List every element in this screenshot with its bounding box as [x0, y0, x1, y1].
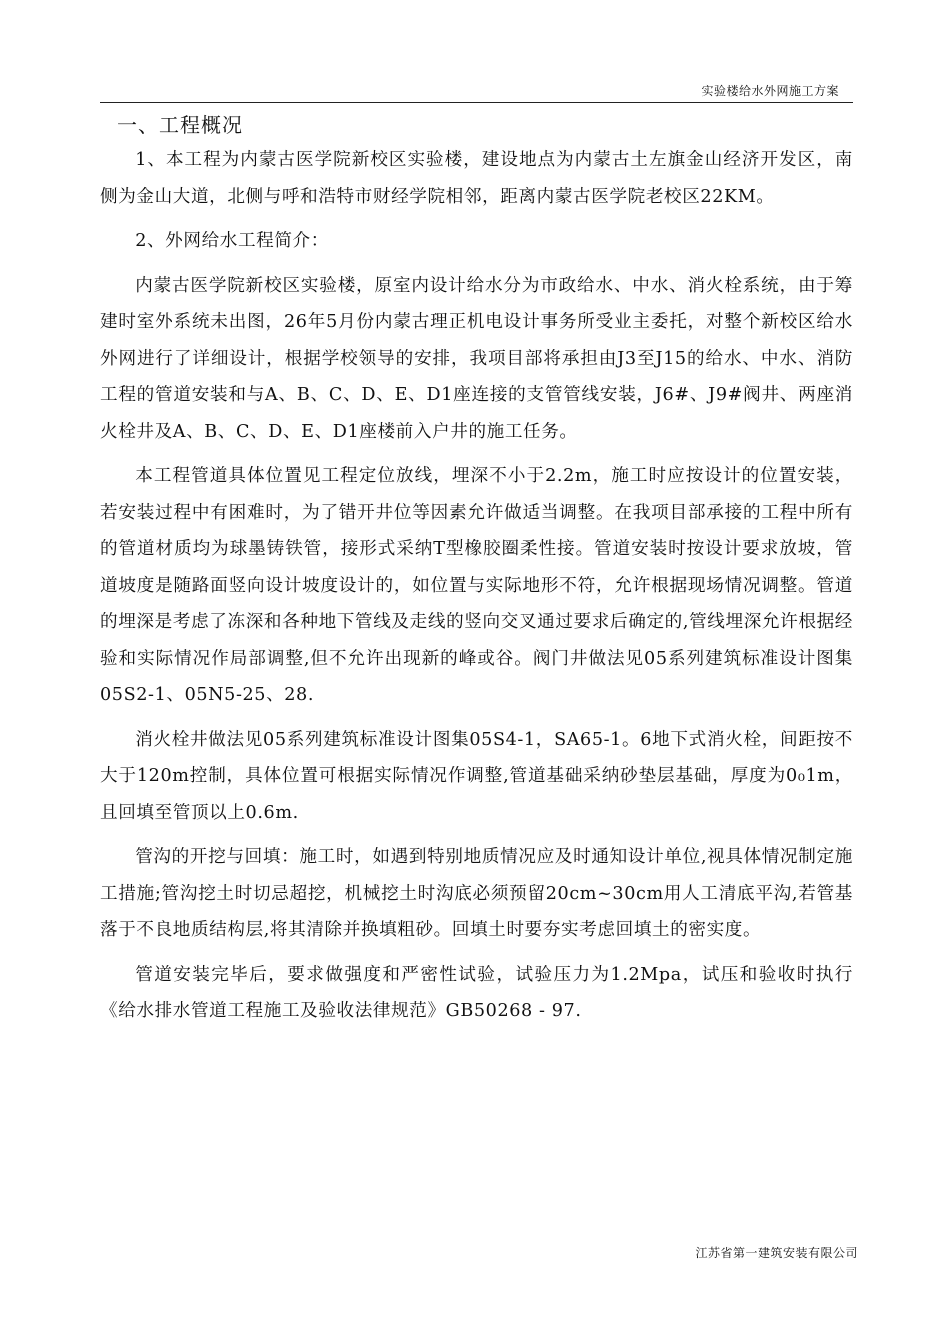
paragraph-fire-hydrant: 消火栓井做法见05系列建筑标准设计图集05S4-1，SA65-1。6地下式消火栓，间距按不大于120m控制，具体位置可根据实际情况作调整,管道基础采纳砂垫层基础，厚度为0₀1m，且回填至管顶以上0.6m.: [100, 729, 853, 823]
paragraph-subtitle: 2、外网给水工程简介：: [135, 231, 329, 251]
document-body: [100, 142, 853, 1038]
paragraph-project-location: 1、本工程为内蒙古医学院新校区实验楼，建设地点为内蒙古土左旗金山经济开发区，南侧为金山大道，北侧与呼和浩特市财经学院相邻，距离内蒙古医学院老校区22KM。: [100, 150, 853, 207]
footer-company: 江苏省第一建筑安装有限公司: [695, 1246, 858, 1260]
paragraph-pipe-installation: 本工程管道具体位置见工程定位放线，埋深不小于2.2m，施工时应按设计的位置安装，若安装过程中有困难时，为了错开井位等因素允许做适当调整。在我项目部承接的工程中所有的管道材质均为球墨铸铁管，接形式采纳T型橡胶圈柔性接。管道安装时按设计要求放坡，管道坡度是随路面竖向设计坡度设计的，如位置与实际地形不符，允许根据现场情况调整。管道的埋深是考虑了冻深和各种地下管线及走线的竖向交叉通过要求后确定的,管线埋深允许根据经验和实际情况作局部调整,但不允许出现新的峰或谷。阀门井做法见05系列建筑标准设计图集05S2-1、05N5-25、28.: [100, 466, 853, 705]
header-title: 实验楼给水外网施工方案: [701, 84, 839, 98]
paragraph-trench: 管沟的开挖与回填：施工时，如遇到特别地质情况应及时通知设计单位,视具体情况制定施工措施;管沟挖土时切忌超挖，机械挖土时沟底必须预留20cm~30cm用人工清底平沟,若管基落于不良地质结构层,将其清除并换填粗砂。回填土时要夯实考虑回填土的密实度。: [100, 847, 853, 940]
paragraph-testing: 管道安装完毕后，要求做强度和严密性试验，试验压力为1.2Mpa，试压和验收时执行《给水排水管道工程施工及验收法律规范》GB50268 - 97.: [100, 964, 853, 1021]
paragraph-scope: 内蒙古医学院新校区实验楼，原室内设计给水分为市政给水、中水、消火栓系统，由于筹建时室外系统未出图，26年5月份内蒙古理正机电设计事务所受业主委托，对整个新校区给水外网进行了详细设计，根据学校领导的安排，我项目部将承担由J3至J15的给水、中水、消防工程的管道安装和与A、B、C、D、E、D1座连接的支管管线安装，J6#、J9#阀井、两座消火栓井及A、B、C、D、E、D1座楼前入户井的施工任务。: [100, 275, 853, 442]
section-title: 一、工程概况: [117, 113, 243, 137]
page-header: [100, 86, 853, 103]
